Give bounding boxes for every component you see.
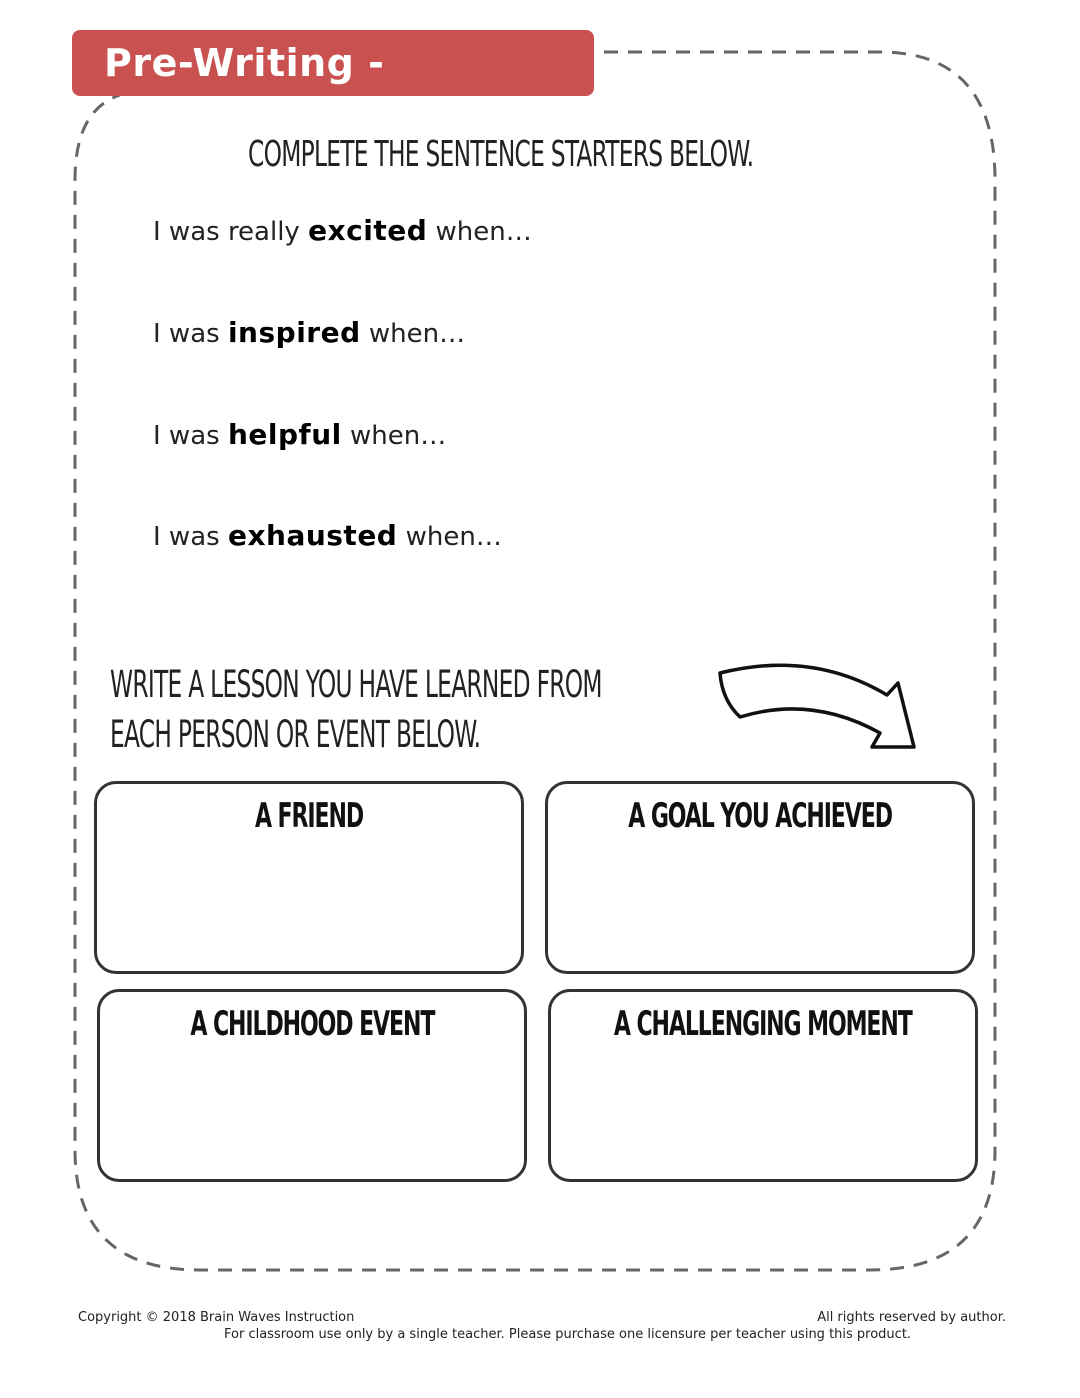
lesson-box-goal[interactable]	[545, 781, 975, 974]
sentence-starter: I was really excited when…	[153, 214, 532, 247]
rights-text: All rights reserved by author.	[817, 1310, 1006, 1325]
box-label: A CHALLENGING MOMENT	[614, 1004, 912, 1044]
lesson-instruction-line1: WRITE A LESSON YOU HAVE LEARNED FROM	[110, 663, 602, 706]
box-label: A CHILDHOOD EVENT	[190, 1004, 434, 1044]
lesson-instruction-line2: EACH PERSON OR EVENT BELOW.	[110, 713, 481, 756]
sentence-starter: I was inspired when…	[153, 316, 466, 349]
sentence-starters-instruction: COMPLETE THE SENTENCE STARTERS BELOW.	[248, 134, 754, 175]
sentence-starter: I was exhausted when…	[153, 519, 502, 552]
lesson-box-challenging-moment[interactable]	[548, 989, 978, 1182]
page-title: Pre-Writing - Brainstorm	[72, 30, 594, 96]
box-label: A FRIEND	[254, 796, 364, 836]
lesson-box-childhood-event[interactable]	[97, 989, 527, 1182]
copyright-text: Copyright © 2018 Brain Waves Instruction	[78, 1310, 355, 1325]
box-label: A GOAL YOU ACHIEVED	[628, 796, 892, 836]
lesson-instruction	[110, 660, 602, 760]
curved-arrow-icon	[712, 655, 927, 760]
sentence-starter: I was helpful when…	[153, 418, 447, 451]
lesson-box-friend[interactable]	[94, 781, 524, 974]
usage-text: For classroom use only by a single teacher. Please purchase one licensure per teacher using this product.	[224, 1327, 912, 1342]
